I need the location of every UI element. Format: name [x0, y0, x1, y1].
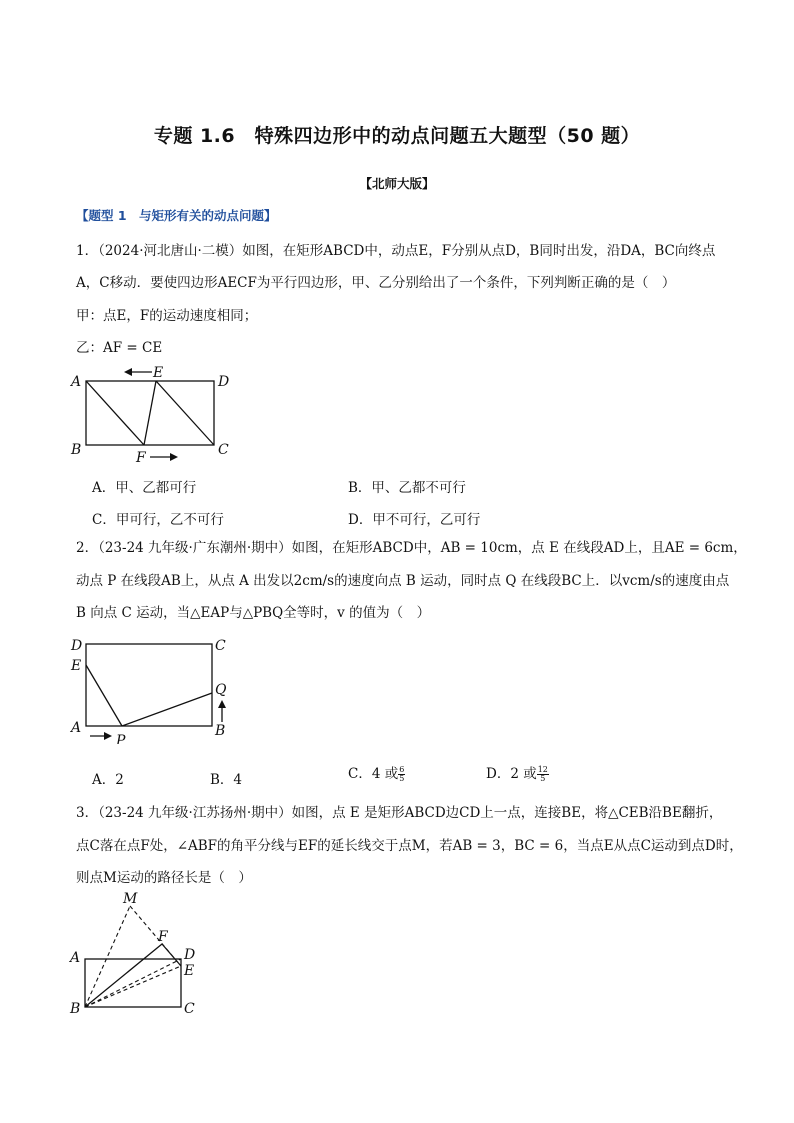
q1-label-F: F [136, 450, 146, 466]
q2-label-C: C [215, 638, 226, 654]
q1-line3: 甲：点E，F的运动速度相同； [76, 308, 258, 324]
q2-arrow-P-head [104, 732, 112, 740]
q3-segment-FE [162, 944, 181, 966]
q1-option-d: D．甲不可行，乙可行 [348, 512, 481, 528]
q2-label-Q: Q [215, 682, 227, 698]
q3-label-C: C [184, 1001, 195, 1016]
q2-segment-PQ [122, 693, 212, 726]
q1-figure [66, 362, 246, 468]
q3-label-B: B [70, 1001, 81, 1016]
q2-option-c-numerator: 6 [399, 765, 405, 774]
q3-label-A: A [70, 950, 81, 966]
q2-label-D: D [71, 638, 83, 654]
q2-option-b: B．4 [210, 772, 243, 788]
q1-option-b: B．甲、乙都不可行 [348, 480, 466, 496]
q2-segment-EP [86, 665, 122, 726]
q3-segment-BD [85, 959, 181, 1007]
q1-line2: A，C移动．要使四边形AECF为平行四边形，甲、乙分别给出了一个条件，下列判断正确的是（ ） [76, 275, 676, 291]
q3-label-F: F [158, 929, 168, 945]
q2-line3: B 向点 C 运动，当△EAP与△PBQ全等时，v 的值为（ ） [76, 605, 431, 621]
q3-label-M: M [123, 892, 138, 907]
q3-label-D: D [184, 947, 196, 963]
q1-segment-EC [156, 381, 214, 445]
q2-label-B: B [215, 723, 226, 739]
q2-option-a: A．2 [92, 772, 124, 788]
q2-label-A: A [71, 720, 82, 736]
q1-arrow-F-head [170, 453, 178, 461]
q3-line2: 点C落在点F处，∠ABF的角平分线与EF的延长线交于点M，若AB = 3，BC = 6，当点E从点C运动到点D时， [76, 838, 743, 854]
q1-label-B: B [71, 442, 82, 458]
q1-segment-FE [144, 381, 156, 445]
q3-segment-BF [85, 944, 162, 1007]
q2-line2: 动点 P 在线段AB上，从点 A 出发以2cm/s的速度向点 B 运动，同时点 Q 在线段BC上．以vcm/s的速度由点 [76, 573, 730, 589]
q2-label-E: E [71, 658, 82, 674]
edition-label: 【北师大版】 [359, 176, 435, 191]
q2-option-c-denominator: 5 [399, 774, 405, 783]
q1-label-A: A [71, 374, 82, 390]
q2-option-c-fraction [398, 766, 405, 783]
q1-line4: 乙：AF = CE [76, 340, 163, 356]
q2-option-d-prefix: D．2 或 [486, 766, 537, 782]
q2-option-d-denominator: 5 [540, 774, 546, 783]
q2-option-d-fraction [537, 766, 549, 783]
q3-line3: 则点M运动的路径长是（ ） [76, 870, 252, 886]
q1-option-a: A．甲、乙都可行 [92, 480, 197, 496]
q3-segment-BM [85, 906, 130, 1007]
q2-label-P: P [116, 733, 126, 744]
q1-segment-AF [86, 381, 144, 445]
q1-line1: 1．（2024·河北唐山·二模）如图，在矩形ABCD中，动点E，F分别从点D，B同时出发，沿DA，BC向终点 [76, 243, 716, 259]
page-title: 专题 1.6 特殊四边形中的动点问题五大题型（50 题） [153, 125, 641, 147]
q1-option-c: C．甲可行，乙不可行 [92, 512, 224, 528]
q3-label-E: E [184, 963, 195, 979]
q2-option-c-prefix: C．4 或 [348, 766, 399, 782]
q2-arrow-Q-head [218, 700, 226, 708]
q2-rectangle [86, 644, 212, 726]
q1-label-D: D [218, 374, 230, 390]
q1-label-E: E [153, 365, 164, 381]
q1-label-C: C [218, 442, 229, 458]
q2-option-c [348, 762, 405, 783]
q1-arrow-E-head [124, 368, 132, 376]
q2-option-d-numerator: 12 [537, 765, 548, 774]
q2-figure [66, 632, 246, 744]
q3-segment-BE [85, 966, 181, 1007]
section-heading-type1: 【题型 1 与矩形有关的动点问题】 [76, 208, 277, 223]
q2-line1: 2．（23-24 九年级·广东潮州·期中）如图，在矩形ABCD中，AB = 10cm，点 E 在线段AD上，且AE = 6cm， [76, 540, 747, 556]
q2-option-d [486, 762, 549, 783]
q3-figure [66, 892, 216, 1016]
q3-line1: 3．（23-24 九年级·江苏扬州·期中）如图，点 E 是矩形ABCD边CD上一点，连接BE，将△CEB沿BE翻折， [76, 805, 723, 821]
